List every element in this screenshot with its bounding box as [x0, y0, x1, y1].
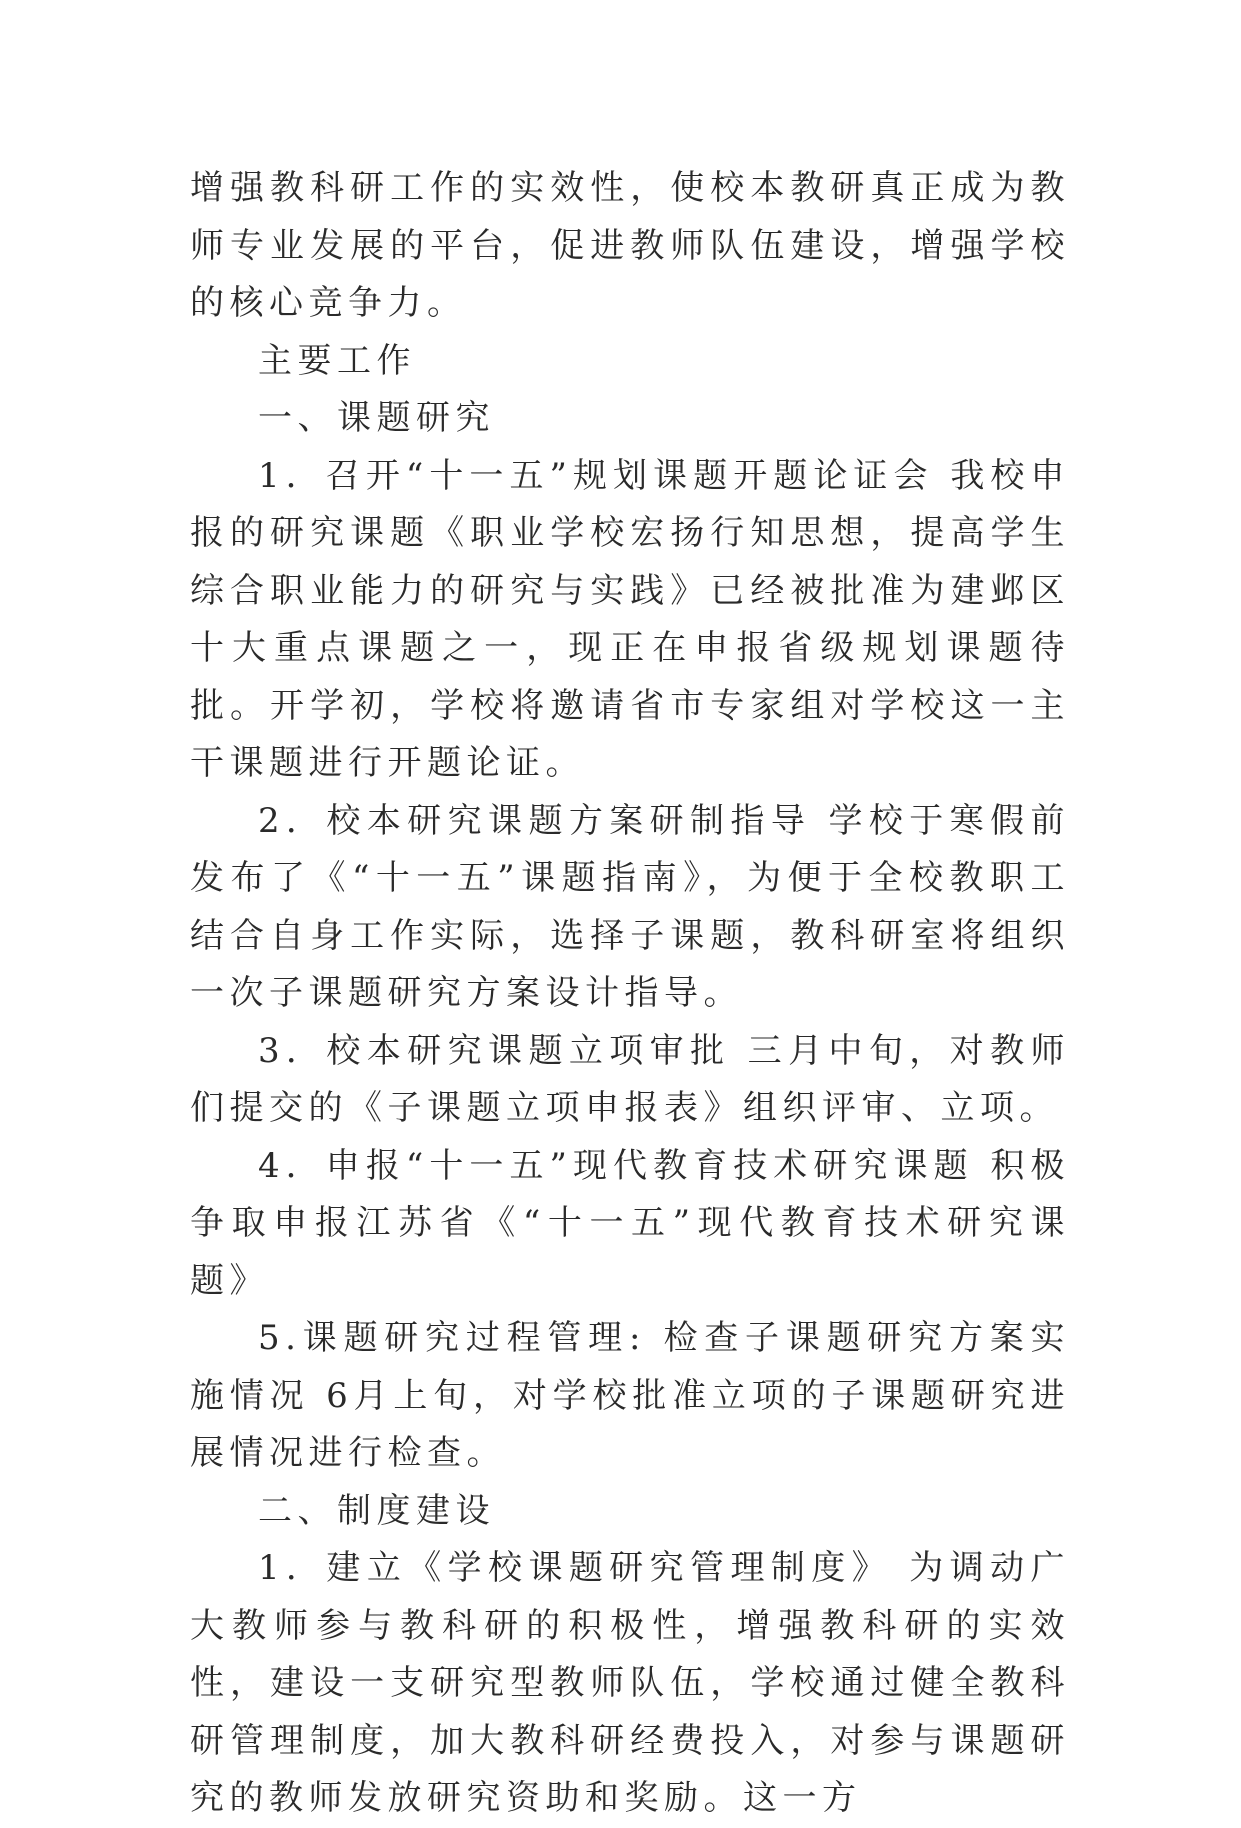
paragraph-item-1-5: 5.课题研究过程管理: 检查子课题研究方案实施情况 6月上旬，对学校批准立项的子课题研究进展情况进行检查。: [190, 1318, 1070, 1473]
paragraph-item-2-1: 1．建立《学校课题研究管理制度》 为调动广大教师参与教科研的积极性，增强教科研的实效性，建设一支研究型教师队伍，学校通过健全教科研管理制度，加大教科研经费投入，对参与课题研究的教师发放研究资助和奖励。这一方: [190, 1548, 1070, 1818]
heading-section-1: 一、课题研究: [258, 398, 495, 438]
paragraph-intro-continuation: 增强教科研工作的实效性，使校本教研真正成为教师专业发展的平台，促进教师队伍建设，增强学校的核心竞争力。: [190, 168, 1070, 323]
heading-section-2: 二、制度建设: [258, 1490, 495, 1531]
heading-main-work: 主要工作: [258, 340, 416, 381]
paragraph-item-1-4: 4．申报“十一五”现代教育技术研究课题 积极争取申报江苏省《“十一五”现代教育技术研究课题》: [190, 1145, 1070, 1301]
paragraph-item-1-3: 3．校本研究课题立项审批 三月中旬，对教师们提交的《子课题立项申报表》组织评审、立项。: [190, 1030, 1070, 1128]
paragraph-item-1-2: 2．校本研究课题方案研制指导 学校于寒假前发布了《“十一五”课题指南》，为便于全校教职工结合自身工作实际，选择子课题，教科研室将组织一次子课题研究方案设计指导。: [190, 800, 1070, 1013]
paragraph-item-1-1: 1．召开“十一五”规划课题开题论证会 我校申报的研究课题《职业学校宏扬行知思想，提高学生综合职业能力的研究与实践》已经被批准为建邺区十大重点课题之一，现正在申报省级规划课题待批。开学初，学校将邀请省市专家组对学校这一主干课题进行开题论证。: [190, 455, 1070, 783]
document-body: [190, 160, 1070, 1828]
